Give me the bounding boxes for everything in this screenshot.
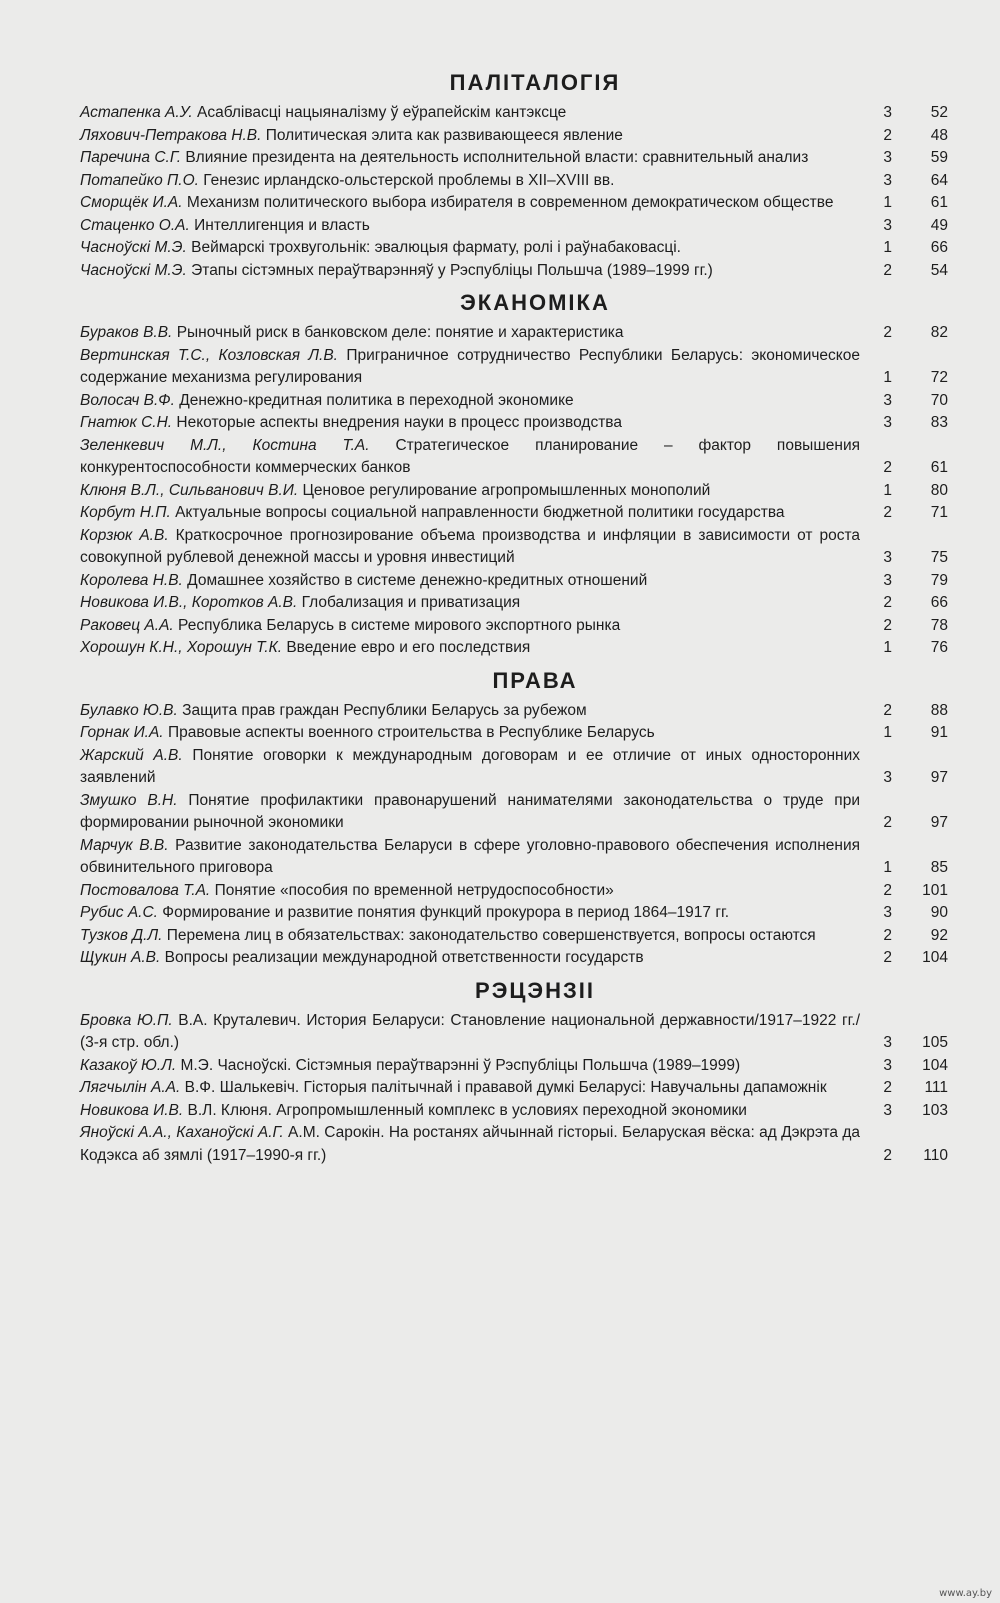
page-number: 59	[930, 149, 948, 166]
issue-number: 2	[883, 261, 892, 279]
issue-number: 2	[883, 594, 892, 611]
entry-title: Политическая элита как развивающееся явление	[265, 126, 623, 144]
issue-number: 1	[883, 369, 892, 386]
issue-number: 1	[883, 194, 892, 211]
toc-entry	[80, 722, 950, 745]
page-number: 104	[922, 949, 948, 966]
page-number: 71	[930, 504, 948, 521]
entry-title: В.Ф. Шалькевіч. Гісторыя палітычнай і прававой думкі Беларусі: Навучальны дапаможнік	[184, 1079, 827, 1096]
toc-entry	[80, 700, 950, 723]
page-number: 75	[930, 549, 948, 566]
entry-authors: Булавко Ю.В.	[80, 701, 178, 719]
toc-entry	[80, 902, 950, 925]
issue-number: 2	[883, 324, 892, 341]
entry-authors: Зеленкевич М.Л., Костина Т.А.	[80, 436, 370, 454]
toc-entry	[80, 260, 950, 283]
entry-title: Этапы сістэмных пераўтварэнняў у Рэспубліцы Польшча (1989–1999 гг.)	[191, 261, 713, 279]
issue-number: 3	[883, 391, 892, 409]
toc-entry	[80, 835, 950, 880]
toc-entry	[80, 790, 950, 835]
entry-title: Веймарскі трохвугольнік: эвалюцыя фармату, ролі і раўнабаковасці.	[191, 239, 681, 256]
issue-number: 3	[883, 171, 892, 189]
toc-section	[80, 668, 950, 970]
entry-authors: Тузков Д.Л.	[80, 926, 163, 944]
page-number: 54	[930, 261, 948, 279]
issue-number: 2	[883, 926, 892, 944]
entry-authors: Новикова И.В.	[80, 1101, 184, 1119]
entry-title: Понятие профилактики правонарушений нанимателями законодательства о труде при формировании рыночной экономики	[80, 791, 860, 831]
watermark: www.ay.by	[939, 1588, 992, 1599]
entry-authors: Корзюк А.В.	[80, 526, 169, 544]
entry-authors: Потапейко П.О.	[80, 171, 199, 189]
entry-authors: Корбут Н.П.	[80, 504, 171, 521]
toc-section	[80, 290, 950, 660]
issue-number: 2	[883, 1146, 892, 1164]
entry-title: Краткосрочное прогнозирование объема производства и инфляции в зависимости от роста совокупной рублевой денежной массы и уровня инвестиций	[80, 526, 860, 566]
entry-title: Механизм политического выбора избирателя в современном демократическом обществе	[186, 194, 834, 211]
issue-number: 3	[883, 414, 892, 431]
toc-entry	[80, 322, 950, 345]
issue-number: 1	[883, 481, 892, 499]
toc-entry	[80, 1055, 950, 1078]
page-number: 52	[930, 104, 948, 121]
toc-entry	[80, 947, 950, 970]
page-number: 79	[930, 571, 948, 589]
entry-authors: Паречина С.Г.	[80, 149, 182, 166]
section-title: РЭЦЭНЗІІ	[475, 977, 595, 1003]
entry-authors: Вертинская Т.С., Козловская Л.В.	[80, 346, 338, 364]
page-number: 61	[930, 194, 948, 211]
page-number: 76	[930, 639, 948, 656]
issue-number: 2	[883, 504, 892, 521]
page-number: 48	[930, 126, 948, 144]
toc-section	[80, 70, 950, 282]
toc-entry	[80, 192, 950, 215]
toc-section	[80, 978, 950, 1168]
entry-authors: Новикова И.В., Коротков А.В.	[80, 594, 298, 611]
entry-title: Развитие законодательства Беларуси в сфере уголовно-правового обеспечения исполнения обвинительного приговора	[80, 836, 860, 876]
toc-entry	[80, 525, 950, 570]
page-number: 92	[930, 926, 948, 944]
entry-authors: Казакоў Ю.Л.	[80, 1056, 177, 1074]
issue-number: 3	[883, 149, 892, 166]
toc-entry	[80, 1122, 950, 1167]
toc-entry	[80, 592, 950, 615]
toc-entry	[80, 745, 950, 790]
issue-number: 2	[883, 616, 892, 634]
toc-entry	[80, 170, 950, 193]
entry-title: М.Э. Часноўскі. Сістэмныя пераўтварэнні ў Рэспубліцы Польшча (1989–1999)	[180, 1056, 741, 1074]
entry-authors: Астапенка А.У.	[80, 104, 193, 121]
toc-entry	[80, 570, 950, 593]
entry-title: А.М. Сарокін. На ростанях айчыннай гісторыі. Беларуская вёска: ад Дэкрэта да Кодэкса аб зямлі (1917–1990-я гг.)	[80, 1124, 860, 1164]
entry-authors: Клюня В.Л., Сильванович В.И.	[80, 481, 299, 499]
entry-title: Домашнее хозяйство в системе денежно-кредитных отношений	[187, 571, 648, 589]
toc-entry	[80, 237, 950, 260]
page-number: 80	[930, 481, 948, 499]
issue-number: 3	[883, 571, 892, 589]
entry-title: Приграничное сотрудничество Республики Беларусь: экономическое содержание механизма регулирования	[80, 346, 860, 386]
page-number: 66	[930, 594, 948, 611]
entry-title: Денежно-кредитная политика в переходной экономике	[179, 391, 574, 409]
page-number: 104	[922, 1056, 948, 1074]
entry-authors: Гнатюк С.Н.	[80, 414, 173, 431]
toc-entry	[80, 215, 950, 238]
entry-authors: Щукин А.В.	[80, 949, 161, 966]
entry-authors: Яноўскі А.А., Каханоўскі А.Г.	[80, 1124, 284, 1141]
toc-entry	[80, 345, 950, 390]
entry-title: Понятие оговорки к международным договорам и ее отличие от иных односторонних заявлений	[80, 746, 860, 786]
issue-number: 3	[883, 104, 892, 121]
entry-title: Правовые аспекты военного строительства в Республике Беларусь	[167, 724, 655, 741]
entry-title: Вопросы реализации международной ответственности государств	[164, 949, 644, 966]
entry-authors: Раковец А.А.	[80, 616, 174, 634]
page-number: 110	[923, 1146, 948, 1164]
section-title: ПРАВА	[492, 667, 578, 693]
page-number: 49	[930, 216, 948, 234]
issue-number: 3	[883, 549, 892, 566]
entry-authors: Хорошун К.Н., Хорошун Т.К.	[80, 639, 283, 656]
entry-title: Актуальные вопросы социальной направленности бюджетной политики государства	[175, 504, 785, 521]
page-number: 91	[930, 724, 948, 741]
entry-title: Интеллигенция и власть	[194, 216, 370, 234]
toc-entry	[80, 435, 950, 480]
toc-entry	[80, 502, 950, 525]
toc-entry	[80, 125, 950, 148]
issue-number: 2	[883, 459, 892, 476]
issue-number: 3	[883, 1034, 892, 1051]
entry-title: Асаблівасці нацыяналізму ў еўрапейскім кантэксце	[196, 104, 567, 121]
toc-entry	[80, 480, 950, 503]
entry-title: Стратегическое планирование – фактор повышения конкурентоспособности коммерческих банков	[80, 436, 860, 476]
issue-number: 3	[883, 216, 892, 234]
page-number: 72	[930, 369, 948, 386]
page-number: 97	[930, 769, 948, 786]
page-number: 78	[930, 616, 948, 634]
issue-number: 3	[883, 1101, 892, 1119]
entry-title: Понятие «пособия по временной нетрудоспособности»	[214, 881, 614, 899]
entry-authors: Королева Н.В.	[80, 571, 183, 589]
issue-number: 2	[883, 701, 892, 719]
page-number: 103	[922, 1101, 948, 1119]
table-of-contents	[80, 62, 950, 1173]
entry-authors: Бураков В.В.	[80, 324, 173, 341]
issue-number: 3	[883, 769, 892, 786]
entry-authors: Постовалова Т.А.	[80, 881, 211, 899]
issue-number: 2	[883, 1079, 892, 1096]
toc-entry	[80, 637, 950, 660]
entry-title: Влияние президента на деятельность исполнительной власти: сравнительный анализ	[185, 149, 809, 166]
page-number: 70	[930, 391, 948, 409]
entry-title: Республика Беларусь в системе мирового экспортного рынка	[178, 616, 621, 634]
entry-authors: Ляхович-Петракова Н.В.	[80, 126, 262, 144]
issue-number: 2	[883, 949, 892, 966]
toc-entry	[80, 147, 950, 170]
page-number: 101	[922, 881, 948, 899]
entry-title: Рыночный риск в банковском деле: понятие и характеристика	[176, 324, 624, 341]
page-number: 61	[930, 459, 948, 476]
section-title: ПАЛІТАЛОГІЯ	[449, 70, 621, 95]
toc-entry	[80, 1010, 950, 1055]
issue-number: 1	[883, 859, 892, 876]
entry-authors: Жарский А.В.	[80, 746, 183, 764]
entry-title: Ценовое регулирование агропромышленных монополий	[302, 481, 711, 499]
entry-title: Введение евро и его последствия	[286, 639, 531, 656]
issue-number: 1	[883, 724, 892, 741]
toc-entry	[80, 1100, 950, 1123]
entry-title: Глобализация и приватизация	[301, 594, 521, 611]
entry-authors: Часноўскі М.Э.	[80, 239, 187, 256]
entry-authors: Сморщёк И.А.	[80, 194, 183, 211]
page-number: 82	[930, 324, 948, 341]
issue-number: 1	[883, 239, 892, 256]
toc-entry	[80, 880, 950, 903]
entry-authors: Змушко В.Н.	[80, 791, 178, 809]
entry-authors: Стаценко О.А.	[80, 216, 190, 234]
entry-title: В.А. Круталевич. История Беларуси: Становление национальной державности/1917–1922 гг./ (3-я стр. обл.)	[80, 1011, 860, 1051]
entry-title: Перемена лиц в обязательствах: законодательство совершенствуется, вопросы остаются	[166, 926, 816, 944]
entry-authors: Марчук В.В.	[80, 836, 169, 854]
toc-entry	[80, 615, 950, 638]
entry-title: В.Л. Клюня. Агропромышленный комплекс в условиях переходной экономики	[187, 1101, 747, 1119]
toc-entry	[80, 925, 950, 948]
entry-title: Защита прав граждан Республики Беларусь за рубежом	[182, 701, 587, 719]
issue-number: 2	[883, 126, 892, 144]
section-title: ЭКАНОМІКА	[460, 290, 610, 315]
page-number: 105	[922, 1034, 948, 1051]
issue-number: 2	[883, 881, 892, 899]
toc-entry	[80, 102, 950, 125]
page-number: 64	[930, 171, 948, 189]
toc-entry	[80, 412, 950, 435]
page-number: 83	[930, 414, 948, 431]
issue-number: 3	[883, 1056, 892, 1074]
entry-authors: Лягчылін А.А.	[80, 1079, 181, 1096]
page-number: 85	[930, 859, 948, 876]
page-number: 90	[930, 904, 948, 921]
toc-entry	[80, 1077, 950, 1100]
page-number: 97	[930, 814, 948, 831]
entry-authors: Горнак И.А.	[80, 724, 164, 741]
page-number: 111	[924, 1079, 948, 1096]
toc-entry	[80, 390, 950, 413]
entry-title: Формирование и развитие понятия функций прокурора в период 1864–1917 гг.	[162, 904, 730, 921]
entry-title: Генезис ирландско-ольстерской проблемы в XII–XVIII вв.	[203, 171, 615, 189]
issue-number: 3	[883, 904, 892, 921]
entry-authors: Рубис А.С.	[80, 904, 158, 921]
entry-authors: Часноўскі М.Э.	[80, 261, 187, 279]
entry-authors: Волосач В.Ф.	[80, 391, 175, 409]
issue-number: 1	[883, 639, 892, 656]
issue-number: 2	[883, 814, 892, 831]
page-number: 66	[930, 239, 948, 256]
entry-title: Некоторые аспекты внедрения науки в процесс производства	[176, 414, 622, 431]
entry-authors: Бровка Ю.П.	[80, 1011, 173, 1029]
page-number: 88	[930, 701, 948, 719]
